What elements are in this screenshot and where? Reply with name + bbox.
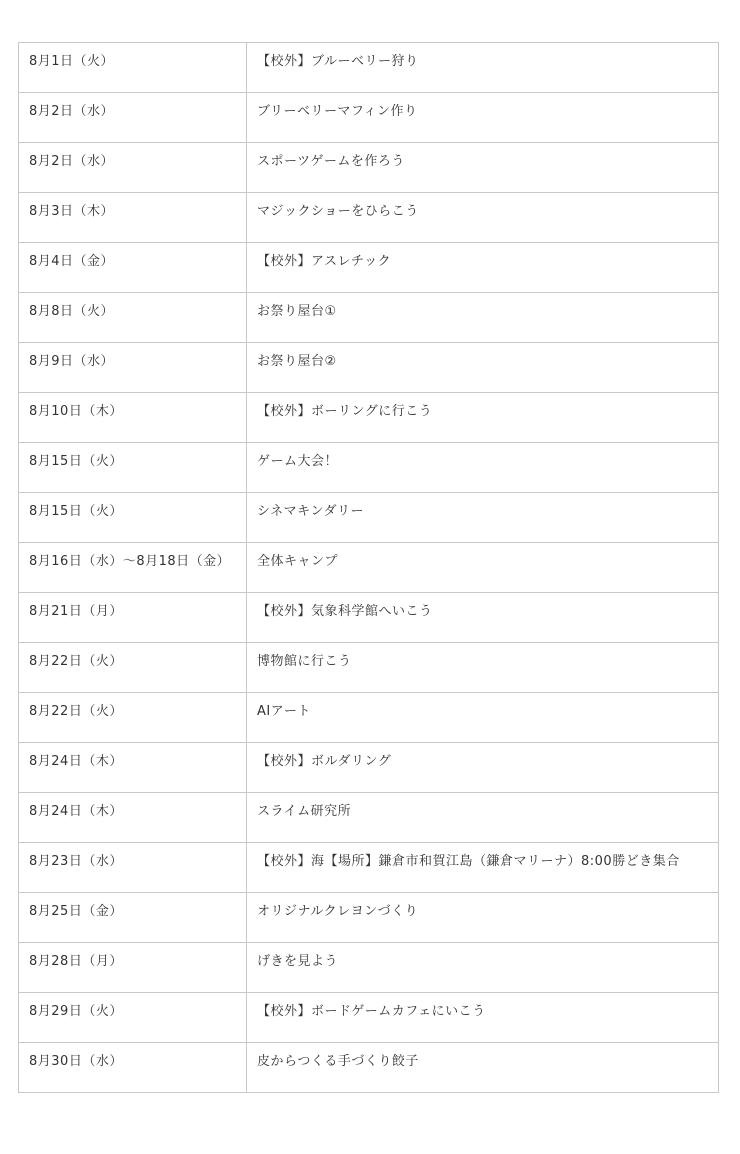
event-cell: スライム研究所 xyxy=(247,793,719,843)
event-cell: お祭り屋台② xyxy=(247,343,719,393)
schedule-table xyxy=(18,42,719,1093)
date-cell: 8月21日（月） xyxy=(19,593,247,643)
table-row xyxy=(19,143,719,193)
event-cell: 【校外】ボードゲームカフェにいこう xyxy=(247,993,719,1043)
event-cell: スポーツゲームを作ろう xyxy=(247,143,719,193)
date-cell: 8月22日（火） xyxy=(19,693,247,743)
date-cell: 8月9日（水） xyxy=(19,343,247,393)
date-cell: 8月22日（火） xyxy=(19,643,247,693)
date-cell: 8月16日（水）～8月18日（金） xyxy=(19,543,247,593)
date-cell: 8月28日（月） xyxy=(19,943,247,993)
event-cell: 全体キャンプ xyxy=(247,543,719,593)
event-cell: オリジナルクレヨンづくり xyxy=(247,893,719,943)
table-row xyxy=(19,193,719,243)
event-cell: AIアート xyxy=(247,693,719,743)
table-row xyxy=(19,543,719,593)
table-row xyxy=(19,793,719,843)
date-cell: 8月24日（木） xyxy=(19,743,247,793)
event-cell: 【校外】アスレチック xyxy=(247,243,719,293)
event-cell: ブリーベリーマフィン作り xyxy=(247,93,719,143)
event-cell: 【校外】ブルーベリー狩り xyxy=(247,43,719,93)
table-row xyxy=(19,393,719,443)
schedule-table-container xyxy=(18,42,718,1093)
event-cell: げきを見よう xyxy=(247,943,719,993)
table-row xyxy=(19,343,719,393)
event-cell: 【校外】ボルダリング xyxy=(247,743,719,793)
table-row xyxy=(19,293,719,343)
table-row xyxy=(19,993,719,1043)
date-cell: 8月23日（水） xyxy=(19,843,247,893)
date-cell: 8月2日（水） xyxy=(19,143,247,193)
date-cell: 8月30日（水） xyxy=(19,1043,247,1093)
table-row xyxy=(19,443,719,493)
date-cell: 8月3日（木） xyxy=(19,193,247,243)
table-row xyxy=(19,593,719,643)
event-cell: 博物館に行こう xyxy=(247,643,719,693)
date-cell: 8月1日（火） xyxy=(19,43,247,93)
schedule-table-body xyxy=(19,43,719,1093)
table-row xyxy=(19,1043,719,1093)
date-cell: 8月29日（火） xyxy=(19,993,247,1043)
event-cell: 皮からつくる手づくり餃子 xyxy=(247,1043,719,1093)
date-cell: 8月8日（火） xyxy=(19,293,247,343)
event-cell: お祭り屋台① xyxy=(247,293,719,343)
date-cell: 8月15日（火） xyxy=(19,493,247,543)
table-row xyxy=(19,943,719,993)
table-row xyxy=(19,693,719,743)
table-row xyxy=(19,243,719,293)
table-row xyxy=(19,743,719,793)
event-cell: 【校外】ボーリングに行こう xyxy=(247,393,719,443)
table-row xyxy=(19,893,719,943)
event-cell: マジックショーをひらこう xyxy=(247,193,719,243)
table-row xyxy=(19,493,719,543)
date-cell: 8月25日（金） xyxy=(19,893,247,943)
table-row xyxy=(19,43,719,93)
table-row xyxy=(19,93,719,143)
table-row xyxy=(19,643,719,693)
date-cell: 8月2日（水） xyxy=(19,93,247,143)
event-cell: ゲーム大会！ xyxy=(247,443,719,493)
date-cell: 8月15日（火） xyxy=(19,443,247,493)
date-cell: 8月10日（木） xyxy=(19,393,247,443)
table-row xyxy=(19,843,719,893)
event-cell: 【校外】気象科学館へいこう xyxy=(247,593,719,643)
date-cell: 8月24日（木） xyxy=(19,793,247,843)
event-cell: 【校外】海【場所】鎌倉市和賀江島（鎌倉マリーナ）8:00勝どき集合 xyxy=(247,843,719,893)
event-cell: シネマキンダリー xyxy=(247,493,719,543)
date-cell: 8月4日（金） xyxy=(19,243,247,293)
